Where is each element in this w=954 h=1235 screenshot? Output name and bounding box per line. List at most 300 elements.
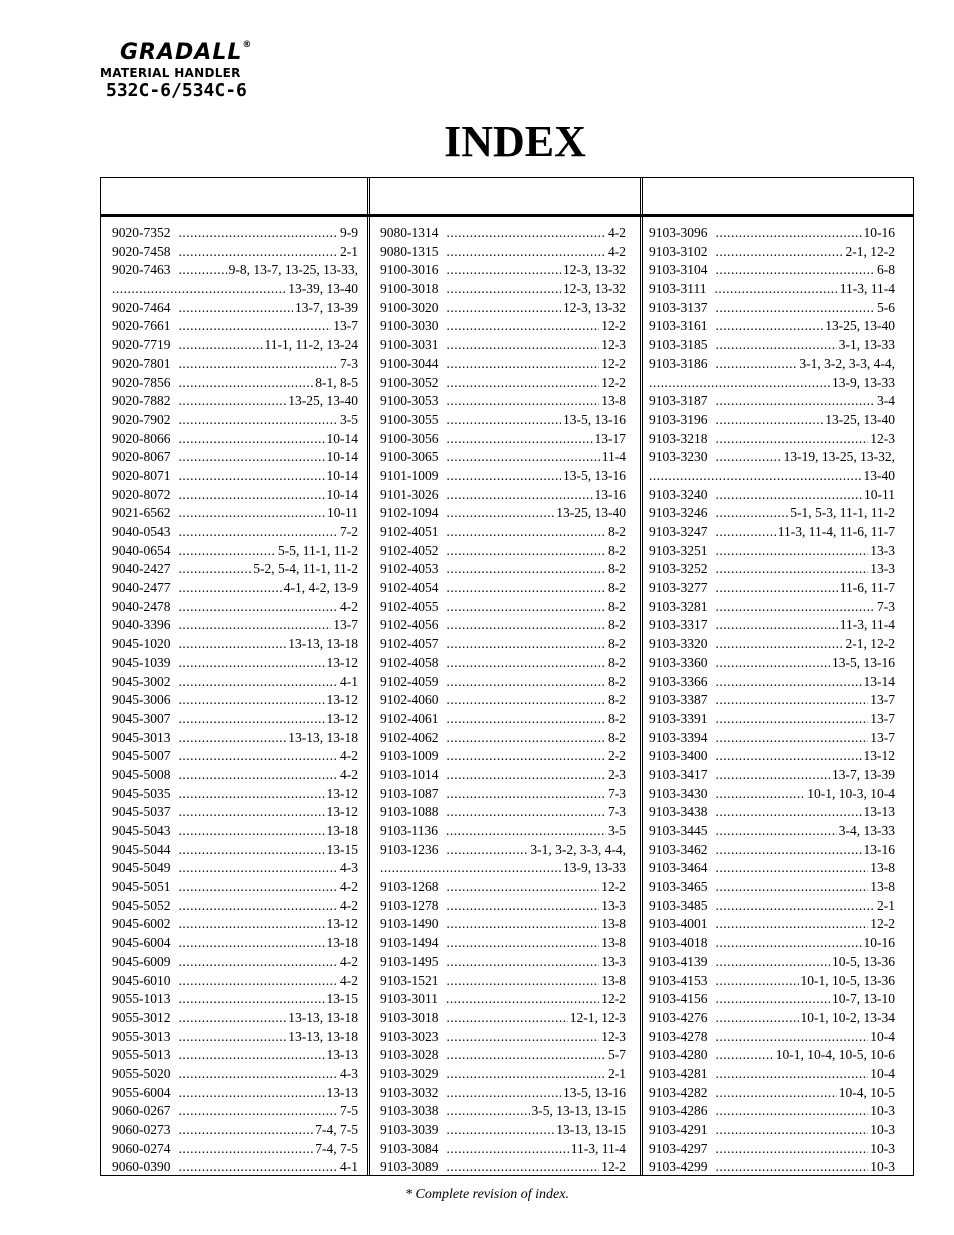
index-entry <box>649 448 895 467</box>
index-entry <box>380 785 626 804</box>
page-references: 4-2 <box>608 243 626 259</box>
page-references: 10-1, 10-3, 10-4 <box>807 785 895 801</box>
index-entry <box>380 766 626 785</box>
dot-leader <box>716 579 838 598</box>
dot-leader <box>179 1009 287 1028</box>
dot-leader <box>447 243 607 262</box>
part-number: 9020-7801 <box>112 355 171 371</box>
page-references: 13-40 <box>863 467 895 483</box>
page-references: 8-2 <box>608 617 626 633</box>
part-number: 9102-4062 <box>380 729 439 745</box>
index-entry <box>649 635 895 654</box>
index-entry <box>380 317 626 336</box>
dot-leader <box>447 579 607 598</box>
part-number: 9103-4297 <box>649 1140 708 1156</box>
page-references: 10-14 <box>326 486 358 502</box>
part-number: 9103-3360 <box>649 654 708 670</box>
page-references: 11-6, 11-7 <box>839 580 895 596</box>
page-references: 3-4, 13-33 <box>838 823 895 838</box>
part-number: 9103-4001 <box>649 916 708 932</box>
dot-leader <box>447 1084 562 1103</box>
index-entry <box>649 1102 895 1121</box>
part-number: 9103-3465 <box>649 879 708 895</box>
page-references: 12-2 <box>601 1159 626 1175</box>
page-references: 5-1, 5-3, 11-1, 11-2 <box>790 505 895 521</box>
dot-leader <box>716 411 824 430</box>
dot-leader <box>179 915 325 934</box>
index-entry <box>112 878 358 897</box>
part-number: 9055-6004 <box>112 1084 171 1100</box>
part-number: 9103-4280 <box>649 1047 708 1063</box>
part-number: 9103-4139 <box>649 953 708 969</box>
page-references: 13-5, 13-16 <box>563 467 626 483</box>
dot-leader <box>179 224 339 243</box>
dot-leader <box>716 1028 869 1047</box>
page-references: 13-3 <box>601 953 626 969</box>
page-references: 12-2 <box>601 355 626 371</box>
page-references: 10-1, 10-5, 13-36 <box>800 972 895 988</box>
dot-leader <box>446 822 606 841</box>
index-entry <box>649 1028 895 1047</box>
dot-leader <box>716 523 776 542</box>
index-entry <box>649 878 895 897</box>
part-number: 9103-4018 <box>649 935 708 951</box>
page-references: 13-12 <box>326 804 358 820</box>
part-number: 9020-8071 <box>112 467 171 483</box>
dot-leader <box>716 1084 837 1103</box>
dot-leader <box>716 542 869 561</box>
part-number: 9100-3020 <box>380 299 439 315</box>
part-number: 9020-8067 <box>112 449 171 465</box>
page-references: 10-4, 10-5 <box>838 1084 895 1100</box>
dot-leader <box>179 1046 325 1065</box>
index-entry <box>380 542 626 561</box>
dot-leader <box>716 486 863 505</box>
index-entry <box>649 411 895 430</box>
index-entry <box>649 691 895 710</box>
dot-leader <box>716 1102 869 1121</box>
index-entry <box>380 486 626 505</box>
page-references: 11-4 <box>601 449 626 465</box>
dot-leader <box>179 486 325 505</box>
index-entry <box>649 953 895 972</box>
page-references: 7-3 <box>608 785 626 801</box>
index-entry <box>649 972 895 991</box>
part-number: 9020-7661 <box>112 318 171 334</box>
dot-leader <box>716 953 831 972</box>
index-entry <box>112 616 358 635</box>
dot-leader <box>716 897 876 916</box>
page-references: 10-14 <box>326 430 358 446</box>
part-number: 9103-3038 <box>380 1103 439 1119</box>
dot-leader <box>179 374 314 393</box>
index-entry <box>380 392 626 411</box>
page-references: 10-1, 10-2, 13-34 <box>800 1009 895 1025</box>
page-references: 8-2 <box>608 654 626 670</box>
page-references: 13-15 <box>326 841 358 857</box>
part-number: 9103-3185 <box>649 337 708 353</box>
part-number: 9055-3013 <box>112 1028 171 1044</box>
index-entry <box>380 859 626 878</box>
dot-leader <box>179 878 339 897</box>
index-entry <box>649 990 895 1009</box>
dot-leader <box>716 729 869 748</box>
dot-leader <box>179 317 332 336</box>
page-references: 12-2 <box>601 318 626 334</box>
page-references: 12-3 <box>601 337 626 353</box>
page-references: 13-12 <box>326 710 358 726</box>
part-number: 9103-3137 <box>649 299 708 315</box>
index-entry <box>649 374 895 393</box>
part-number: 9102-4051 <box>380 524 439 539</box>
part-number: 9045-1039 <box>112 654 171 670</box>
part-number: 9021-6562 <box>112 505 171 521</box>
part-number: 9103-3102 <box>649 243 708 259</box>
index-entry <box>112 243 358 262</box>
index-entry <box>649 579 895 598</box>
dot-leader <box>447 280 562 299</box>
index-column-1 <box>112 224 358 1177</box>
part-number: 9103-4281 <box>649 1065 708 1081</box>
dot-leader <box>447 336 600 355</box>
part-number: 9103-4286 <box>649 1103 708 1119</box>
part-number: 9055-3012 <box>112 1009 171 1025</box>
dot-leader <box>716 317 824 336</box>
page-references: 4-3 <box>340 860 358 876</box>
dot-leader <box>716 1140 869 1159</box>
part-number: 9102-4052 <box>380 542 439 558</box>
dot-leader <box>447 523 607 542</box>
dot-leader <box>179 803 325 822</box>
dot-leader <box>179 1028 287 1047</box>
page-references: 13-7 <box>870 710 895 726</box>
page-references: 13-12 <box>326 654 358 670</box>
part-number: 9103-1136 <box>380 823 438 838</box>
index-entry <box>380 654 626 673</box>
part-number: 9101-3026 <box>380 486 439 502</box>
part-number: 9103-4282 <box>649 1084 708 1100</box>
index-entry <box>112 542 358 561</box>
part-number: 9103-3011 <box>380 991 438 1007</box>
index-column-3 <box>649 224 895 1177</box>
dot-leader <box>716 1158 869 1177</box>
index-entry <box>649 243 895 262</box>
index-entry <box>112 915 358 934</box>
dot-leader <box>447 785 607 804</box>
dot-leader <box>179 747 339 766</box>
index-entry <box>649 486 895 505</box>
part-number: 9100-3055 <box>380 411 439 427</box>
index-entry <box>649 841 895 860</box>
page-references: 5-6 <box>877 299 895 315</box>
page-references: 13-9, 13-33 <box>563 860 626 876</box>
dot-leader <box>179 1121 314 1140</box>
page-references: 8-2 <box>608 561 626 577</box>
index-entry <box>380 1102 626 1121</box>
dot-leader <box>649 467 862 486</box>
dot-leader <box>716 691 869 710</box>
page-references: 10-1, 10-4, 10-5, 10-6 <box>775 1047 895 1063</box>
dot-leader <box>447 560 607 579</box>
dot-leader <box>447 635 607 654</box>
page-references: 11-3, 11-4 <box>839 281 895 297</box>
index-entry <box>112 785 358 804</box>
page-references: 7-2 <box>340 524 358 539</box>
table-header-rule <box>101 216 913 217</box>
index-entry <box>649 1158 895 1177</box>
index-entry <box>112 1084 358 1103</box>
part-number: 9045-3007 <box>112 710 171 726</box>
index-entry <box>112 934 358 953</box>
page-references: 6-8 <box>877 262 895 278</box>
part-number: 9045-3013 <box>112 729 171 745</box>
page-references: 13-13, 13-18 <box>288 1009 358 1025</box>
page-references: 4-2 <box>340 766 358 782</box>
index-entry <box>649 542 895 561</box>
part-number: 9045-5007 <box>112 748 171 764</box>
dot-leader <box>447 803 607 822</box>
part-number: 9102-4058 <box>380 654 439 670</box>
index-entry <box>380 280 626 299</box>
index-column-2 <box>380 224 626 1177</box>
dot-leader <box>447 261 562 280</box>
index-entry <box>380 822 626 841</box>
page-references: 13-16 <box>863 841 895 857</box>
dot-leader <box>179 897 339 916</box>
index-entry <box>649 729 895 748</box>
dot-leader <box>447 486 593 505</box>
index-entry <box>649 467 895 486</box>
dot-leader <box>179 243 339 262</box>
page-references: 13-13, 13-18 <box>288 1028 358 1044</box>
page-references: 13-25, 13-40 <box>825 318 895 334</box>
dot-leader <box>716 224 862 243</box>
dot-leader <box>447 448 600 467</box>
dot-leader <box>716 785 806 804</box>
index-entry <box>112 635 358 654</box>
dot-leader <box>179 785 325 804</box>
dot-leader <box>179 953 339 972</box>
part-number: 9103-3028 <box>380 1047 439 1063</box>
dot-leader <box>716 299 876 318</box>
dot-leader <box>716 448 782 467</box>
dot-leader <box>179 299 294 318</box>
index-entry <box>649 261 895 280</box>
part-number: 9103-3366 <box>649 673 708 689</box>
part-number: 9103-3252 <box>649 561 708 577</box>
part-number: 9103-3032 <box>380 1084 439 1100</box>
dot-leader <box>179 1140 314 1159</box>
dot-leader <box>179 654 325 673</box>
dot-leader <box>179 934 325 953</box>
page-references: 3-1, 3-2, 3-3, 4-4, <box>530 841 626 857</box>
part-number: 9103-3317 <box>649 617 708 633</box>
page-references: 7-3 <box>340 355 358 371</box>
page-references: 8-2 <box>608 692 626 708</box>
page-references: 13-7 <box>333 617 358 633</box>
page-references: 11-3, 11-4, 11-6, 11-7 <box>777 524 895 539</box>
index-entry <box>649 299 895 318</box>
dot-leader <box>716 243 844 262</box>
part-number: 9103-1014 <box>380 766 439 782</box>
page-references: 4-3 <box>340 1065 358 1081</box>
part-number: 9020-8066 <box>112 430 171 446</box>
page-references: 3-1, 3-2, 3-3, 4-4, <box>799 355 895 371</box>
part-number: 9103-3464 <box>649 860 708 876</box>
part-number: 9103-3485 <box>649 897 708 913</box>
page-references: 12-2 <box>601 991 626 1007</box>
index-entry <box>649 616 895 635</box>
part-number: 9103-3161 <box>649 318 708 334</box>
index-entry <box>112 411 358 430</box>
page-references: 13-13 <box>863 804 895 820</box>
page-references: 2-3 <box>608 766 626 782</box>
page-references: 12-3, 13-32 <box>563 262 626 278</box>
dot-leader <box>179 972 339 991</box>
dot-leader <box>447 673 607 692</box>
page-references: 12-2 <box>601 374 626 390</box>
page-references: 4-2 <box>340 879 358 895</box>
page-references: 2-1 <box>877 897 895 913</box>
dot-leader <box>179 766 339 785</box>
dot-leader <box>179 542 277 561</box>
index-entry <box>380 710 626 729</box>
index-entry <box>380 691 626 710</box>
index-entry <box>112 392 358 411</box>
page-references: 13-7, 13-39 <box>295 299 358 315</box>
page-references: 3-4 <box>877 393 895 409</box>
index-entry <box>649 803 895 822</box>
page-references: 5-5, 11-1, 11-2 <box>278 542 358 558</box>
index-entry <box>112 374 358 393</box>
index-entry <box>649 785 895 804</box>
page-references: 7-3 <box>877 598 895 614</box>
dot-leader <box>179 392 287 411</box>
page-references: 10-3 <box>870 1140 895 1156</box>
index-entry <box>380 299 626 318</box>
part-number: 9045-5044 <box>112 841 171 857</box>
dot-leader <box>447 1140 569 1159</box>
column-divider <box>640 178 643 1175</box>
index-entry <box>380 972 626 991</box>
page-references: 11-1, 11-2, 13-24 <box>264 337 358 353</box>
page-references: 10-16 <box>863 935 895 951</box>
dot-leader <box>716 803 862 822</box>
dot-leader <box>716 504 789 523</box>
dot-leader <box>716 766 831 785</box>
part-number: 9020-7856 <box>112 374 171 390</box>
page-references: 13-25, 13-40 <box>825 411 895 427</box>
part-number: 9045-6009 <box>112 953 171 969</box>
dot-leader <box>716 1046 774 1065</box>
dot-leader <box>179 990 325 1009</box>
part-number: 9020-7352 <box>112 225 171 240</box>
index-entry <box>380 897 626 916</box>
dot-leader <box>112 280 286 299</box>
index-entry <box>380 467 626 486</box>
page-references: 3-5 <box>608 823 626 838</box>
dot-leader <box>447 654 607 673</box>
index-entry <box>649 822 895 841</box>
dot-leader <box>447 299 562 318</box>
index-entry <box>649 934 895 953</box>
dot-leader <box>716 598 876 617</box>
index-entry <box>112 486 358 505</box>
part-number: 9103-1278 <box>380 897 439 913</box>
page-references: 11-3, 11-4 <box>839 617 895 633</box>
dot-leader <box>447 374 600 393</box>
page-references: 12-3, 13-32 <box>563 299 626 315</box>
index-entry <box>380 803 626 822</box>
page-references: 8-2 <box>608 673 626 689</box>
page-references: 10-11 <box>864 486 895 502</box>
part-number: 9020-8072 <box>112 486 171 502</box>
dot-leader <box>179 710 325 729</box>
index-entry <box>380 504 626 523</box>
dot-leader <box>179 841 325 860</box>
dot-leader <box>179 430 325 449</box>
page-references: 13-7 <box>870 692 895 708</box>
dot-leader <box>716 336 837 355</box>
index-entry <box>380 355 626 374</box>
index-entry <box>649 1121 895 1140</box>
page-references: 3-5 <box>340 411 358 427</box>
dot-leader <box>716 355 798 374</box>
part-number: 9103-3277 <box>649 580 708 596</box>
dot-leader <box>716 1065 869 1084</box>
dot-leader <box>179 1084 325 1103</box>
page-references: 11-3, 11-4 <box>570 1140 626 1156</box>
page-references: 10-16 <box>863 225 895 240</box>
index-entry <box>112 729 358 748</box>
index-entry <box>649 280 895 299</box>
page-references: 5-7 <box>608 1047 626 1063</box>
dot-leader <box>179 579 282 598</box>
page-references: 13-5, 13-16 <box>563 1084 626 1100</box>
index-entry <box>380 616 626 635</box>
index-entry <box>112 504 358 523</box>
page-references: 12-2 <box>601 879 626 895</box>
page-references: 10-3 <box>870 1159 895 1175</box>
index-entry <box>380 934 626 953</box>
index-entry <box>649 1009 895 1028</box>
part-number: 9100-3056 <box>380 430 439 446</box>
part-number: 9103-3096 <box>649 225 708 240</box>
part-number: 9103-3247 <box>649 524 708 539</box>
index-entry <box>112 430 358 449</box>
part-number: 9040-2427 <box>112 561 171 577</box>
index-entry <box>380 1065 626 1084</box>
index-entry <box>380 430 626 449</box>
index-entry <box>380 673 626 692</box>
part-number: 9103-3445 <box>649 823 708 838</box>
part-number: 9020-7719 <box>112 337 171 353</box>
part-number: 9103-3438 <box>649 804 708 820</box>
page-references: 13-7 <box>870 729 895 745</box>
part-number: 9060-0390 <box>112 1159 171 1175</box>
dot-leader <box>179 729 287 748</box>
page-references: 12-3, 13-32 <box>563 281 626 297</box>
dot-leader <box>716 673 862 692</box>
part-number: 9020-7463 <box>112 262 171 278</box>
part-number: 9020-7882 <box>112 393 171 409</box>
part-number: 9103-3387 <box>649 692 708 708</box>
dot-leader <box>447 616 607 635</box>
page-references: 4-2 <box>340 972 358 988</box>
page-references: 13-8 <box>601 393 626 409</box>
page-references: 13-8 <box>601 916 626 932</box>
dot-leader <box>447 747 607 766</box>
